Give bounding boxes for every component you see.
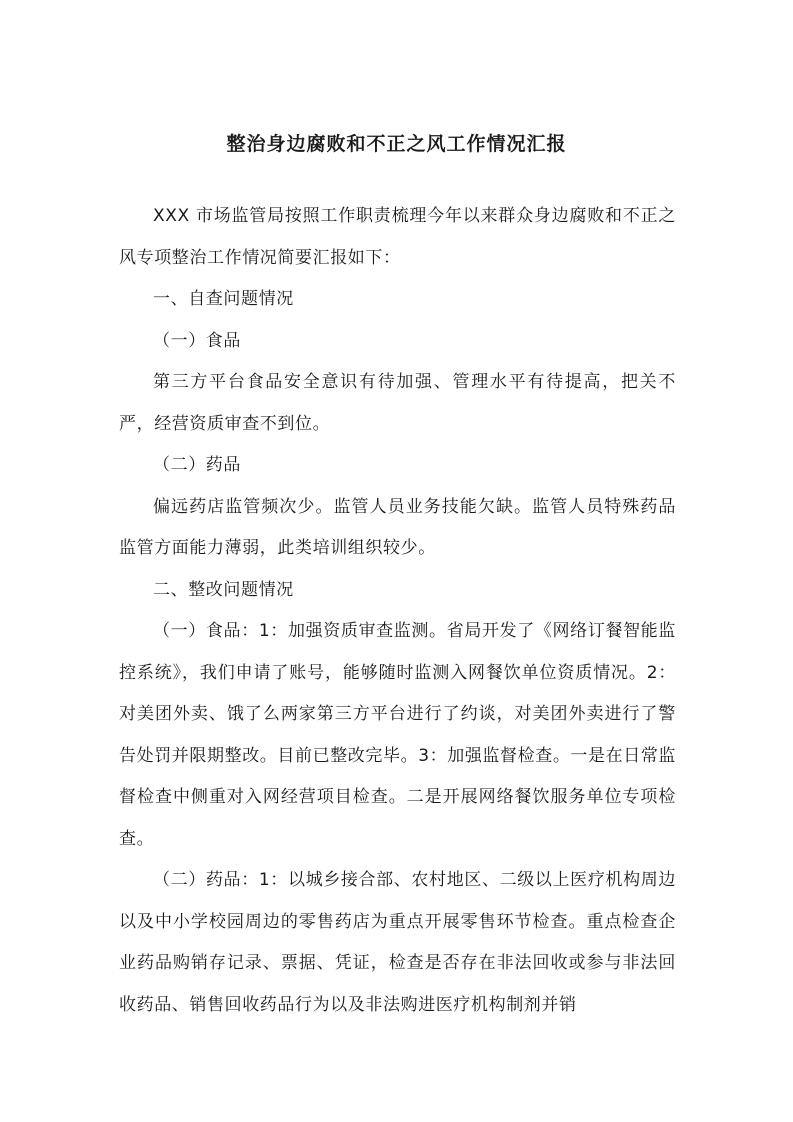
subsection-heading-food: （一）食品 xyxy=(153,330,241,351)
section-heading-self-check: 一、自查问题情况 xyxy=(153,289,294,309)
drug-issue-paragraph: 偏远药店监管频次少。监管人员业务技能欠缺。监管人员特殊药品监管方面能力薄弱，此类培训组织较少。 xyxy=(119,496,676,558)
drug-rectification-paragraph: （二）药品：1：以城乡接合部、农村地区、二级以上医疗机构周边以及中小学校园周边的零售药店为重点开展零售环节检查。重点检查企业药品购销存记录、票据、凭证，检查是否存在非法回收或参与非法回收药品、销售回收药品行为以及非法购进医疗机构制剂并销 xyxy=(119,870,676,1015)
document-body xyxy=(119,196,676,1026)
food-issue-paragraph: 第三方平台食品安全意识有待加强、管理水平有待提高，把关不严，经营资质审查不到位。 xyxy=(119,372,676,434)
section-heading-rectification: 二、整改问题情况 xyxy=(153,579,294,600)
subsection-heading-drug: （二）药品 xyxy=(153,455,241,475)
document-title: 整治身边腐败和不正之风工作情况汇报 xyxy=(226,133,567,155)
food-rectification-paragraph: （一）食品：1：加强资质审查监测。省局开发了《网络订餐智能监控系统》，我们申请了账号，能够随时监测入网餐饮单位资质情况。2：对美团外卖、饿了么两家第三方平台进行了约谈，对美团外卖进行了警告处罚并限期整改。目前已整改完毕。3：加强监督检查。一是在日常监督检查中侧重对入网经营项目检查。二是开展网络餐饮服务单位专项检查。 xyxy=(119,621,677,849)
intro-paragraph: XXX 市场监管局按照工作职责梳理今年以来群众身边腐败和不正之风专项整治工作情况简要汇报如下： xyxy=(119,206,676,268)
